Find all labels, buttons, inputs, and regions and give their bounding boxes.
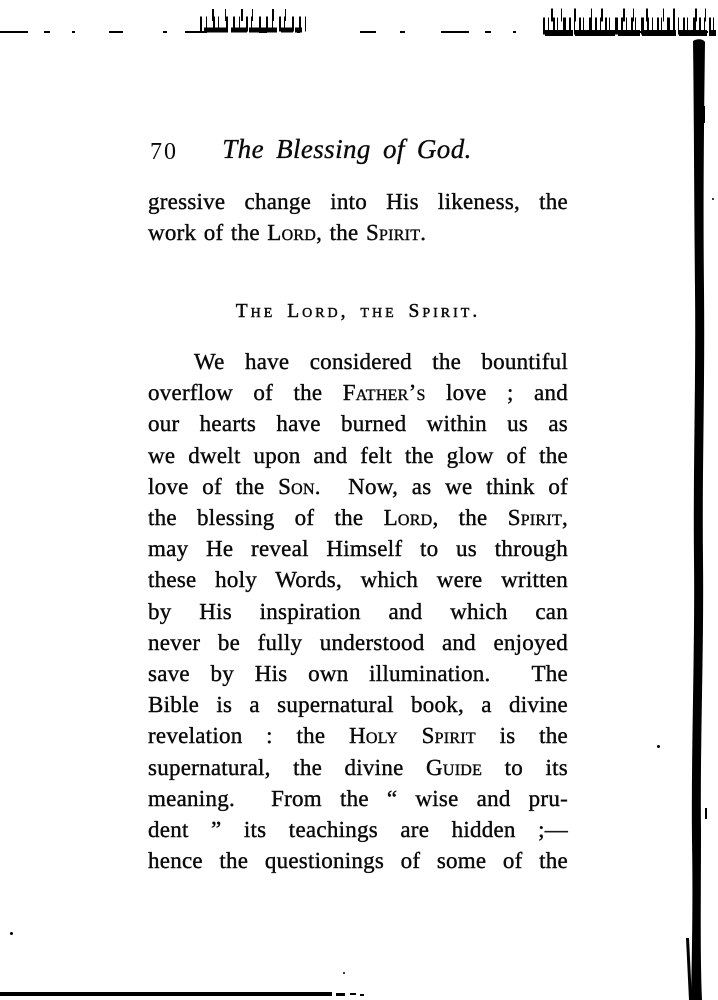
text-segment: , the <box>432 505 508 531</box>
text-segment: we dwelt upon and felt the glow of the <box>148 442 568 468</box>
scan-artifact-spine-shadow <box>678 0 718 1000</box>
text-segment: We have considered the bountiful <box>194 349 568 374</box>
small-caps-word: Son <box>278 473 315 499</box>
small-caps-word: Spirit <box>507 505 562 531</box>
text-segment: gressive change into His likeness, the <box>148 189 568 214</box>
text-segment: to its <box>482 754 568 780</box>
text-line <box>148 596 568 627</box>
text-line <box>148 720 568 751</box>
text-segment: revelation : the <box>148 723 350 749</box>
section-heading: The Lord, the Spirit. <box>235 301 481 322</box>
scan-speck <box>657 745 660 748</box>
page-number: 70 <box>150 139 178 165</box>
small-caps-word: Lord <box>267 220 317 246</box>
text-line <box>148 564 568 595</box>
paragraph-continuation <box>148 186 568 248</box>
text-line <box>148 502 568 533</box>
text-segment: . Now, as we think of <box>314 473 568 499</box>
scan-speck <box>10 932 13 935</box>
text-line <box>148 814 568 845</box>
text-line <box>148 783 568 814</box>
text-line <box>148 440 568 471</box>
text-line <box>148 752 568 783</box>
scan-speck <box>712 198 714 200</box>
text-segment: work of the <box>148 220 268 246</box>
text-line <box>148 217 568 248</box>
text-line <box>148 408 568 439</box>
text-line <box>148 471 568 502</box>
small-caps-word: Holy Spirit <box>349 723 476 749</box>
text-segment: supernatural, the divine <box>148 754 427 780</box>
text-line <box>148 533 568 564</box>
text-segment: is the <box>475 723 568 749</box>
text-segment: hence the questionings of some of the <box>148 848 568 874</box>
small-caps-word: Lord <box>383 505 433 531</box>
paragraph-main <box>148 346 568 876</box>
text-line <box>148 689 568 720</box>
text-segment: our hearts have burned within us as <box>148 411 568 437</box>
text-segment: save by His own illumination. The <box>148 661 568 687</box>
page-header <box>148 134 568 172</box>
text-segment: may He reveal Himself to us through <box>148 536 568 562</box>
small-caps-word: Guide <box>426 754 483 780</box>
text-segment: , <box>562 505 568 531</box>
text-segment: , the <box>316 220 366 246</box>
text-segment: meaning. From the “ wise and pru- <box>148 785 568 811</box>
text-segment: love ; and <box>425 380 568 406</box>
text-line <box>148 186 568 217</box>
text-line <box>148 658 568 689</box>
text-segment: overflow of the <box>148 380 343 406</box>
scan-speck <box>343 972 345 974</box>
scan-artifact-bottom-edge <box>0 988 380 1000</box>
text-line <box>148 377 568 408</box>
text-segment: love of the <box>148 473 279 499</box>
text-segment: by His inspiration and which can <box>148 598 568 624</box>
running-title: The Blessing of God. <box>222 134 472 164</box>
text-segment: . <box>420 220 427 246</box>
text-segment: these holy Words, which were written <box>148 567 568 593</box>
small-caps-word: Father’s <box>342 380 426 406</box>
text-line <box>148 845 568 876</box>
text-line <box>148 627 568 658</box>
scan-artifact-top-edge <box>0 0 718 58</box>
text-segment: Bible is a supernatural book, a divine <box>148 692 568 718</box>
small-caps-word: Spirit <box>365 220 421 246</box>
text-segment: never be fully understood and enjoyed <box>148 629 568 655</box>
text-segment: the blessing of the <box>148 505 384 531</box>
text-segment: dent ” its teachings are hidden ;— <box>148 817 568 843</box>
text-line <box>148 346 568 377</box>
